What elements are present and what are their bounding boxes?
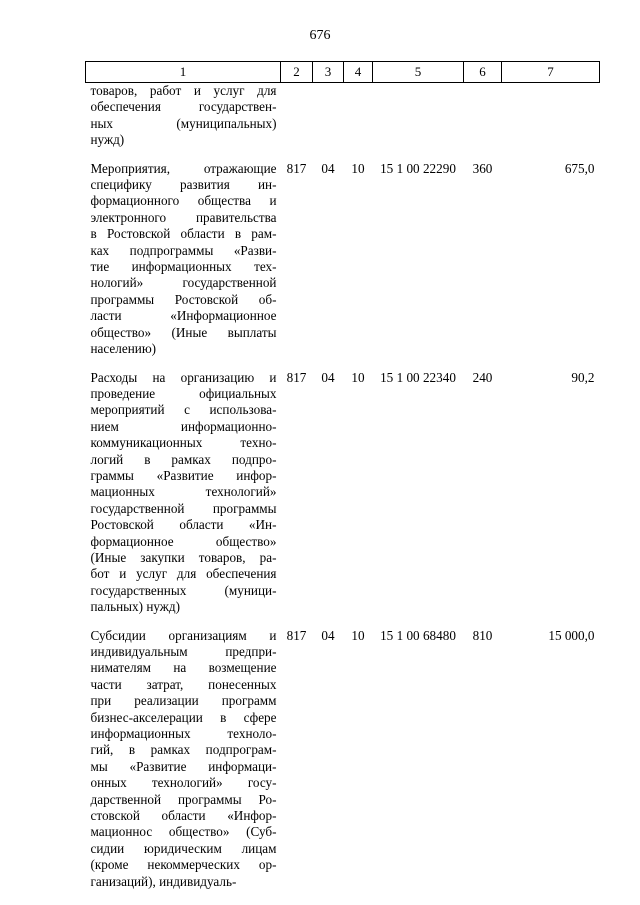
amount-cell: 15 000,0	[548, 627, 595, 643]
ministry-code-cell: 817	[286, 160, 307, 176]
description-line: (Иные закупки товаров, ра-	[90, 549, 277, 565]
description-line: сидии юридическим лицам	[90, 840, 277, 856]
table-header-row	[86, 62, 600, 83]
description-line: проведение официальных	[90, 385, 277, 401]
section-code-cell: 04	[321, 160, 335, 176]
target-article-cell: 15 1 00 22340	[380, 369, 456, 385]
description-line: ных (муниципальных)	[90, 115, 277, 131]
description-line: дарственной программы Ро-	[90, 791, 277, 807]
description-line: гий, в рамках подпрограм-	[90, 742, 277, 758]
target-article-cell	[373, 83, 464, 149]
budget-table	[85, 61, 600, 890]
column-header: 1	[86, 62, 281, 83]
description-line: программы Ростовской об-	[90, 291, 277, 307]
amount-cell: 675,0	[564, 160, 595, 176]
description-line: стовской области «Инфор-	[90, 808, 277, 824]
row-description	[86, 628, 281, 891]
description-line: формационного общества и	[90, 193, 277, 209]
description-line: Субсидии организациям и	[90, 627, 277, 643]
row-spacer	[86, 616, 600, 628]
description-line: части затрат, понесенных	[90, 676, 277, 692]
description-line: нимателям на возмещение	[90, 660, 277, 676]
expense-type-cell: 360	[472, 160, 493, 176]
amount-cell	[502, 83, 600, 149]
description-line: ках подпрограммы «Разви-	[90, 242, 277, 258]
description-line: обеспечения государствен-	[90, 99, 277, 115]
table-row	[86, 370, 600, 616]
column-header: 5	[373, 62, 464, 83]
description-line: формационное общество»	[90, 533, 277, 549]
subsection-code-cell: 10	[351, 160, 365, 176]
description-line: Расходы на организацию и	[90, 369, 277, 385]
column-header: 7	[502, 62, 600, 83]
description-line: пальных) нужд)	[90, 599, 181, 615]
description-line: в Ростовской области в рам-	[90, 226, 277, 242]
description-line: ганизаций), индивидуаль-	[90, 873, 237, 889]
description-line: мационных технологий»	[90, 484, 277, 500]
description-line: государственной программы	[90, 500, 277, 516]
subsection-code-cell: 10	[351, 369, 365, 385]
description-line: общество» (Иные выплаты	[90, 324, 277, 340]
expense-type-cell: 810	[472, 627, 493, 643]
ministry-code-cell: 817	[286, 369, 307, 385]
description-line: бизнес-акселерации в сфере	[90, 709, 277, 725]
description-line: государственных (муници-	[90, 582, 277, 598]
description-line: логий в рамках подпро-	[90, 451, 277, 467]
description-line: нужд)	[90, 132, 125, 148]
column-header: 3	[313, 62, 344, 83]
column-header: 4	[344, 62, 373, 83]
description-line: Мероприятия, отражающие	[90, 160, 277, 176]
description-line: бот и услуг для обеспечения	[90, 566, 277, 582]
description-line: мационнос общество» (Суб-	[90, 824, 277, 840]
page-number: 676	[309, 28, 331, 43]
section-code-cell: 04	[321, 627, 335, 643]
description-line: нологий» государственной	[90, 275, 277, 291]
table-row	[86, 83, 600, 149]
row-description	[86, 161, 281, 358]
row-description	[86, 370, 281, 616]
description-line: информационных техноло-	[90, 726, 277, 742]
target-article-cell: 15 1 00 68480	[380, 627, 456, 643]
description-line: онных технологий» госу-	[90, 775, 277, 791]
subsection-code-cell	[344, 83, 373, 149]
description-line: населению)	[90, 341, 157, 357]
description-line: электронного правительства	[90, 209, 277, 225]
description-line: нием информационно-	[90, 418, 277, 434]
description-line: Ростовской области «Ин-	[90, 517, 277, 533]
section-code-cell	[313, 83, 344, 149]
description-line: ласти «Информационное	[90, 308, 277, 324]
description-line: коммуникационных техно-	[90, 435, 277, 451]
row-description	[86, 83, 281, 149]
amount-cell: 90,2	[571, 369, 595, 385]
description-line: товаров, работ и услуг для	[90, 83, 277, 98]
description-line: индивидуальным предпри-	[90, 644, 277, 659]
column-header: 6	[464, 62, 502, 83]
expense-type-cell: 240	[472, 369, 493, 385]
description-line: граммы «Развитие инфор-	[90, 467, 277, 483]
description-line: при реализации программ	[90, 693, 277, 709]
description-line: мероприятий с использова-	[90, 402, 277, 418]
row-spacer	[86, 149, 600, 161]
row-spacer	[86, 358, 600, 370]
ministry-code-cell: 817	[286, 627, 307, 643]
description-line: (кроме некоммерческих ор-	[90, 857, 277, 873]
column-header: 2	[281, 62, 313, 83]
section-code-cell: 04	[321, 369, 335, 385]
expense-type-cell	[464, 83, 502, 149]
subsection-code-cell: 10	[351, 627, 365, 643]
table-row	[86, 628, 600, 891]
description-line: мы «Развитие информаци-	[90, 758, 277, 774]
description-line: тие информационных тех-	[90, 259, 277, 275]
target-article-cell: 15 1 00 22290	[380, 160, 456, 176]
ministry-code-cell	[281, 83, 313, 149]
table-row	[86, 161, 600, 358]
description-line: специфику развития ин-	[90, 177, 277, 193]
